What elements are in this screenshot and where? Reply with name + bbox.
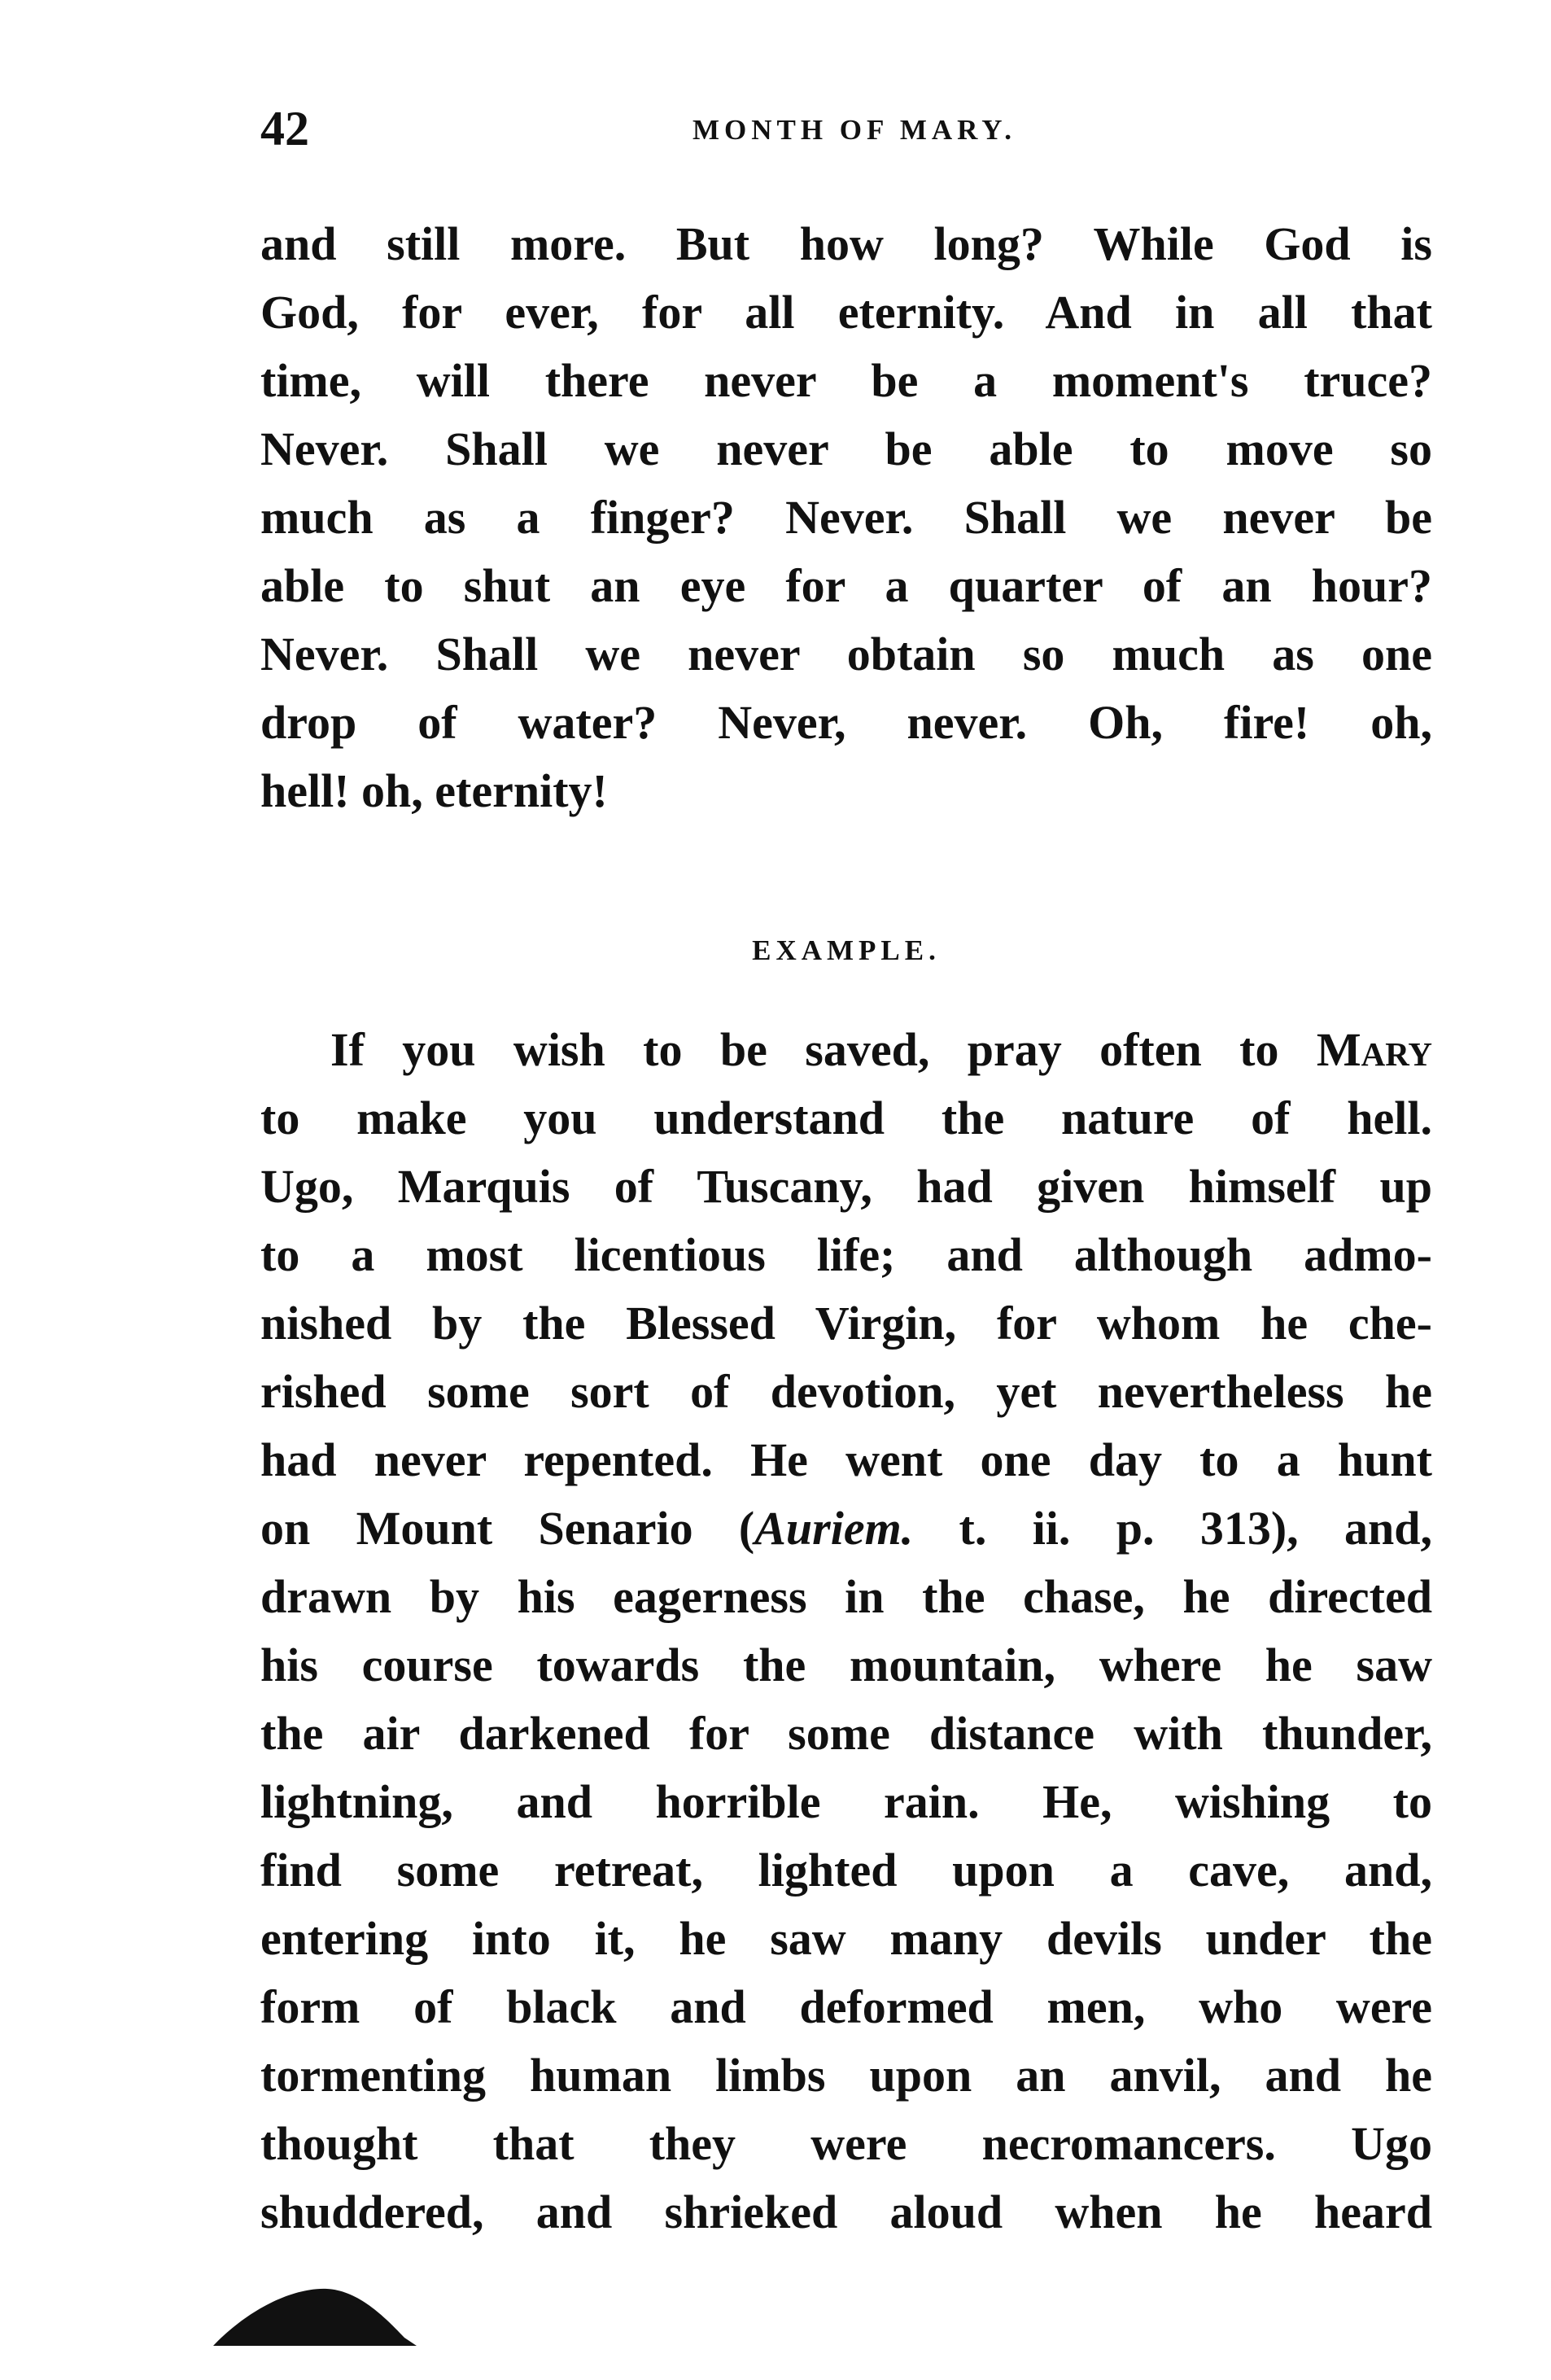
- text-run: t. ii. p. 313), and,: [913, 1502, 1432, 1555]
- page-number: 42: [260, 102, 309, 155]
- text-line: tormenting human limbs upon an anvil, and he: [260, 2049, 1432, 2102]
- text-line: Never. Shall we never be able to move so: [260, 422, 1432, 475]
- text-line: drawn by his eagerness in the chase, he directed: [260, 1570, 1432, 1623]
- top-paragraph: [260, 210, 1432, 825]
- printer-ornament-icon: [213, 2279, 417, 2352]
- ornament-shape: [213, 2289, 417, 2346]
- text-line: entering into it, he saw many devils under the: [260, 1912, 1432, 1965]
- text-line: [260, 1016, 1432, 1084]
- text-line: Never. Shall we never obtain so much as one: [260, 628, 1432, 680]
- text-line: Ugo, Marquis of Tuscany, had given himself up: [260, 1160, 1432, 1213]
- text-line: the air darkened for some distance with thunder,: [260, 1707, 1432, 1760]
- citation-line: [260, 1494, 1432, 1563]
- text-line: and still more. But how long? While God is: [260, 217, 1432, 270]
- citation-italic: Auriem.: [754, 1502, 914, 1555]
- text-line: lightning, and horrible rain. He, wishing to: [260, 1775, 1432, 1828]
- example-heading: EXAMPLE.: [752, 934, 941, 966]
- text-line: shuddered, and shrieked aloud when he heard: [260, 2185, 1432, 2238]
- text-line: hell! oh, eternity!: [260, 764, 608, 817]
- mary-smallcaps: Mary: [1316, 1023, 1432, 1076]
- text-run: on Mount Senario (: [260, 1502, 755, 1555]
- text-line: much as a finger? Never. Shall we never be: [260, 491, 1432, 544]
- running-head: [260, 96, 1448, 161]
- text-line: rished some sort of devotion, yet nevertheless he: [260, 1365, 1432, 1418]
- text-line: able to shut an eye for a quarter of an hour?: [260, 559, 1432, 612]
- text-line: to make you understand the nature of hell.: [260, 1092, 1432, 1144]
- text-run: If you wish to be saved, pray often to: [330, 1023, 1317, 1076]
- text-line: drop of water? Never, never. Oh, fire! oh,: [260, 696, 1432, 749]
- text-line: time, will there never be a moment's truce?: [260, 354, 1432, 407]
- text-line: to a most licentious life; and although admo-: [260, 1228, 1432, 1281]
- text-line: God, for ever, for all eternity. And in all that: [260, 286, 1432, 339]
- text-line: find some retreat, lighted upon a cave, and,: [260, 1844, 1432, 1897]
- text-line: nished by the Blessed Virgin, for whom he che-: [260, 1297, 1432, 1350]
- text-line: had never repented. He went one day to a hunt: [260, 1433, 1432, 1486]
- text-line: thought that they were necromancers. Ugo: [260, 2117, 1432, 2170]
- running-title: MONTH OF MARY.: [692, 114, 1017, 146]
- text-line: his course towards the mountain, where he saw: [260, 1638, 1432, 1691]
- text-line: form of black and deformed men, who were: [260, 1980, 1432, 2033]
- example-paragraph: [260, 1016, 1432, 2247]
